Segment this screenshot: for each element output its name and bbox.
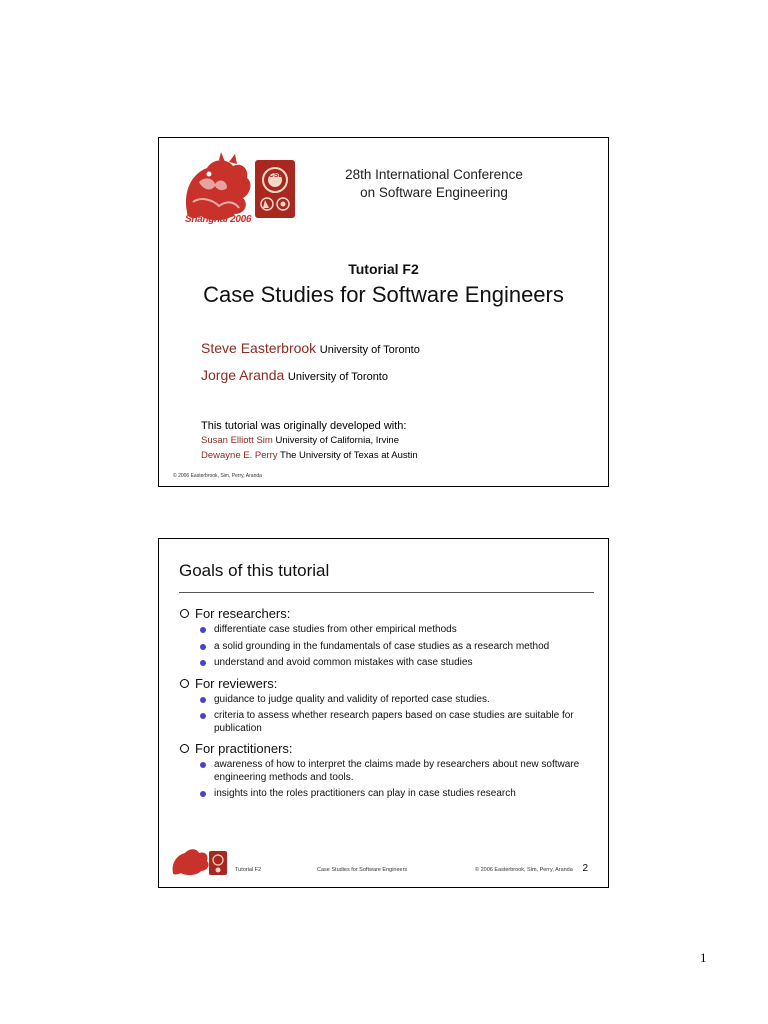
bullet-text: awareness of how to interpret the claims made by researchers about new software engineering methods and tools. xyxy=(214,759,580,783)
collaborator-2 xyxy=(201,450,418,461)
author-name: Jorge Aranda xyxy=(201,367,285,383)
dot-bullet-icon xyxy=(200,627,206,633)
collaborator-name: Susan Elliott Sim xyxy=(201,435,273,446)
collaborator-affiliation: University of California, Irvine xyxy=(275,435,399,446)
author-name: Steve Easterbrook xyxy=(201,340,317,356)
dot-bullet-icon xyxy=(200,762,206,768)
list-item xyxy=(200,694,599,707)
dragon-logo-icon xyxy=(169,847,231,881)
author-1 xyxy=(201,340,420,356)
author-2 xyxy=(201,367,388,383)
list-item xyxy=(200,710,599,735)
goals-list xyxy=(179,605,599,806)
section-heading: For reviewers: xyxy=(195,675,278,691)
slide-title: Goals of this tutorial xyxy=(179,561,330,580)
bullet-text: understand and avoid common mistakes with case studies xyxy=(214,657,473,668)
list-item xyxy=(200,624,599,637)
ring-bullet-icon xyxy=(180,609,189,618)
dot-bullet-icon xyxy=(200,660,206,666)
developed-with-text: This tutorial was originally developed with: xyxy=(201,420,407,432)
title-slide xyxy=(158,137,609,487)
copyright-text: © 2006 Easterbrook, Sim, Perry, Aranda xyxy=(173,473,262,479)
author-affiliation: University of Toronto xyxy=(287,371,388,383)
bullet-text: a solid grounding in the fundamentals of case studies as a research method xyxy=(214,640,550,652)
dot-bullet-icon xyxy=(200,644,206,650)
footer-copyright: © 2006 Easterbrook, Sim, Perry, Aranda xyxy=(475,867,573,873)
slide-title: Case Studies for Software Engineers xyxy=(203,282,564,307)
ring-bullet-icon xyxy=(180,679,189,688)
list-item xyxy=(200,759,599,784)
icse-shanghai-logo xyxy=(179,152,299,232)
author-affiliation: University of Toronto xyxy=(319,344,420,356)
conference-line-2: on Software Engineering xyxy=(360,185,508,200)
section-heading: For practitioners: xyxy=(195,741,293,756)
collaborator-name: Dewayne E. Perry xyxy=(201,450,278,461)
conference-line-1: 28th International Conference xyxy=(345,167,523,182)
footer-title: Case Studies for Software Engineers xyxy=(317,867,408,873)
section-heading: For researchers: xyxy=(195,606,291,621)
dot-bullet-icon xyxy=(200,697,206,703)
section-reviewers xyxy=(179,675,599,736)
section-researchers xyxy=(179,605,599,670)
list-item xyxy=(200,641,599,654)
slide-number: 2 xyxy=(582,863,588,874)
footer-tutorial: Tutorial F2 xyxy=(235,867,262,873)
ring-bullet-icon xyxy=(180,744,189,753)
list-item xyxy=(200,788,599,801)
bullet-text: guidance to judge quality and validity of reported case studies. xyxy=(214,693,490,705)
collaborator-1 xyxy=(201,435,399,446)
bullet-text: insights into the roles practitioners can play in case studies research xyxy=(214,788,516,799)
goals-slide xyxy=(158,538,609,888)
title-divider xyxy=(179,592,594,593)
conference-name xyxy=(329,166,539,202)
list-item xyxy=(200,657,599,670)
dot-bullet-icon xyxy=(200,713,206,719)
tutorial-label: Tutorial F2 xyxy=(348,261,419,277)
footer-logo xyxy=(169,847,231,881)
collaborator-affiliation: The University of Texas at Austin xyxy=(280,450,418,461)
logo-badge-text: ICSE xyxy=(266,172,284,179)
bullet-text: differentiate case studies from other empirical methods xyxy=(214,624,457,635)
section-practitioners xyxy=(179,740,599,801)
bullet-text: criteria to assess whether research papers based on case studies are suitable for publication xyxy=(214,710,574,734)
logo-text: Shanghai 2006 xyxy=(185,214,252,225)
page-number: 1 xyxy=(700,950,707,965)
dot-bullet-icon xyxy=(200,791,206,797)
slide-footer xyxy=(159,847,608,881)
